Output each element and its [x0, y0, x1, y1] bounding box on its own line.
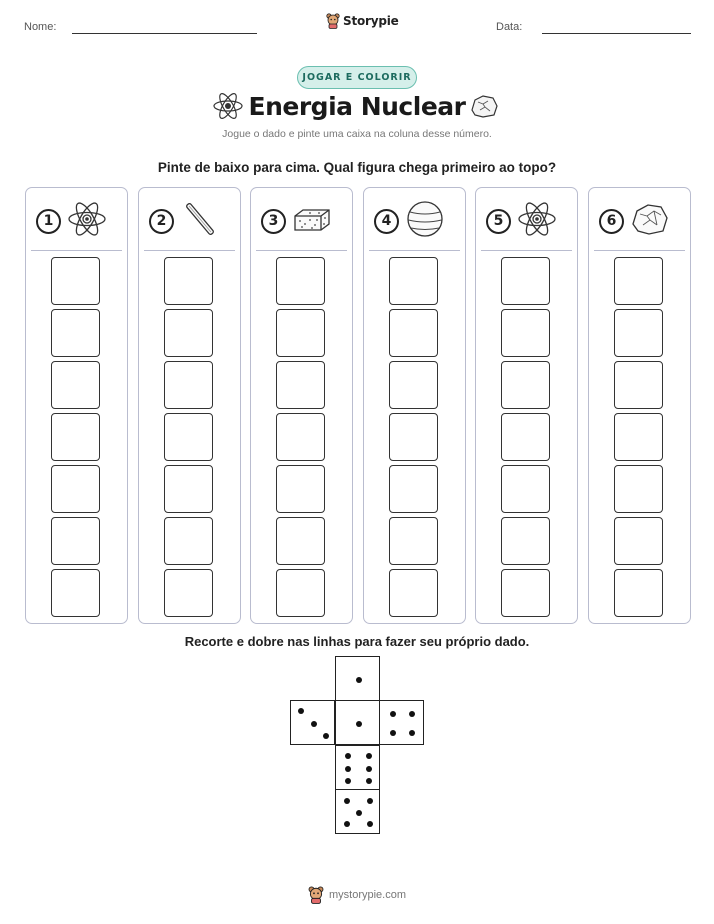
- color-box[interactable]: [501, 309, 550, 357]
- column-number: 1: [36, 209, 61, 234]
- name-line[interactable]: [72, 33, 257, 34]
- color-box[interactable]: [501, 465, 550, 513]
- dice-pip: [345, 766, 351, 772]
- column-divider: [594, 250, 685, 251]
- column-divider: [256, 250, 347, 251]
- color-box[interactable]: [614, 517, 663, 565]
- activity-badge: JOGAR E COLORIR: [297, 66, 417, 89]
- control-rod-icon: [180, 200, 220, 243]
- footer-url[interactable]: mystorypie.com: [329, 889, 407, 901]
- column-header: [36, 202, 121, 240]
- column-header: [599, 202, 684, 240]
- dice-pip: [345, 753, 351, 759]
- column-number: 4: [374, 209, 399, 234]
- dice-face-5: [335, 789, 380, 834]
- color-box[interactable]: [164, 517, 213, 565]
- color-box[interactable]: [501, 569, 550, 617]
- atom-icon: [67, 200, 107, 243]
- color-box[interactable]: [276, 465, 325, 513]
- color-box[interactable]: [276, 569, 325, 617]
- date-label: Data:: [496, 21, 523, 33]
- column-number: 6: [599, 209, 624, 234]
- color-box[interactable]: [164, 309, 213, 357]
- column-number: 3: [261, 209, 286, 234]
- color-box[interactable]: [276, 257, 325, 305]
- page-title: Energia Nuclear: [248, 92, 466, 121]
- column-divider: [481, 250, 572, 251]
- brand-logo: [326, 13, 399, 29]
- dice-face-1: [335, 700, 380, 745]
- column-4: [363, 187, 466, 624]
- uranium-rock-icon: [468, 92, 500, 120]
- dice-face-3: [290, 700, 335, 745]
- color-box[interactable]: [389, 309, 438, 357]
- color-box[interactable]: [389, 257, 438, 305]
- subtitle: Jogue o dado e pinte uma caixa na coluna desse número.: [222, 128, 492, 140]
- color-box[interactable]: [164, 465, 213, 513]
- color-box[interactable]: [614, 361, 663, 409]
- date-line[interactable]: [542, 33, 691, 34]
- bear-mascot-icon: [308, 886, 324, 904]
- color-box[interactable]: [389, 517, 438, 565]
- column-header: [261, 202, 346, 240]
- color-box[interactable]: [164, 257, 213, 305]
- footer: [308, 886, 406, 904]
- dice-face-1: [335, 656, 380, 701]
- color-box[interactable]: [164, 569, 213, 617]
- color-box[interactable]: [276, 361, 325, 409]
- column-divider: [369, 250, 460, 251]
- color-box[interactable]: [389, 569, 438, 617]
- column-number: 5: [486, 209, 511, 234]
- column-6: [588, 187, 691, 624]
- bear-mascot-icon: [326, 13, 340, 29]
- dice-pip: [345, 778, 351, 784]
- color-box[interactable]: [389, 413, 438, 461]
- color-box[interactable]: [51, 569, 100, 617]
- dice-pip: [367, 798, 373, 804]
- dice-pip: [390, 730, 396, 736]
- column-header: [149, 202, 234, 240]
- color-box[interactable]: [51, 465, 100, 513]
- color-box[interactable]: [164, 413, 213, 461]
- dice-pip: [356, 721, 362, 727]
- dice-pip: [409, 730, 415, 736]
- name-label: Nome:: [24, 21, 57, 33]
- column-header: [374, 202, 459, 240]
- color-box[interactable]: [389, 465, 438, 513]
- color-box[interactable]: [614, 465, 663, 513]
- column-1: [25, 187, 128, 624]
- dice-pip: [356, 677, 362, 683]
- coloring-instruction: Pinte de baixo para cima. Qual figura chega primeiro ao topo?: [157, 160, 557, 175]
- column-divider: [144, 250, 235, 251]
- color-box[interactable]: [389, 361, 438, 409]
- fuel-pellet-icon: [292, 200, 332, 243]
- color-box[interactable]: [51, 413, 100, 461]
- dice-pip: [409, 711, 415, 717]
- color-box[interactable]: [51, 361, 100, 409]
- color-box[interactable]: [276, 517, 325, 565]
- dice-pip: [311, 721, 317, 727]
- dice-pip: [366, 778, 372, 784]
- color-box[interactable]: [51, 517, 100, 565]
- color-box[interactable]: [501, 517, 550, 565]
- color-box[interactable]: [614, 413, 663, 461]
- dice-pip: [356, 810, 362, 816]
- uranium-rock-icon: [630, 200, 670, 243]
- dice-face-6: [335, 745, 380, 790]
- color-box[interactable]: [614, 569, 663, 617]
- dice-pip: [344, 798, 350, 804]
- dice-pip: [366, 753, 372, 759]
- color-box[interactable]: [276, 413, 325, 461]
- dice-pip: [344, 821, 350, 827]
- dice-pip: [367, 821, 373, 827]
- column-2: [138, 187, 241, 624]
- dice-pip: [390, 711, 396, 717]
- column-divider: [31, 250, 122, 251]
- dice-instruction: Recorte e dobre nas linhas para fazer seu próprio dado.: [184, 634, 530, 649]
- dice-pip: [298, 708, 304, 714]
- planet-sphere-icon: [405, 200, 445, 243]
- color-box[interactable]: [164, 361, 213, 409]
- dice-pip: [323, 733, 329, 739]
- column-3: [250, 187, 353, 624]
- dice-pip: [366, 766, 372, 772]
- color-box[interactable]: [614, 309, 663, 357]
- atom-icon: [517, 200, 557, 243]
- color-box[interactable]: [51, 309, 100, 357]
- color-box[interactable]: [501, 361, 550, 409]
- color-box[interactable]: [614, 257, 663, 305]
- column-5: [475, 187, 578, 624]
- color-box[interactable]: [276, 309, 325, 357]
- color-box[interactable]: [51, 257, 100, 305]
- brand-name: Storypie: [343, 14, 399, 28]
- color-box[interactable]: [501, 257, 550, 305]
- column-header: [486, 202, 571, 240]
- dice-face-4: [379, 700, 424, 745]
- column-number: 2: [149, 209, 174, 234]
- color-box[interactable]: [501, 413, 550, 461]
